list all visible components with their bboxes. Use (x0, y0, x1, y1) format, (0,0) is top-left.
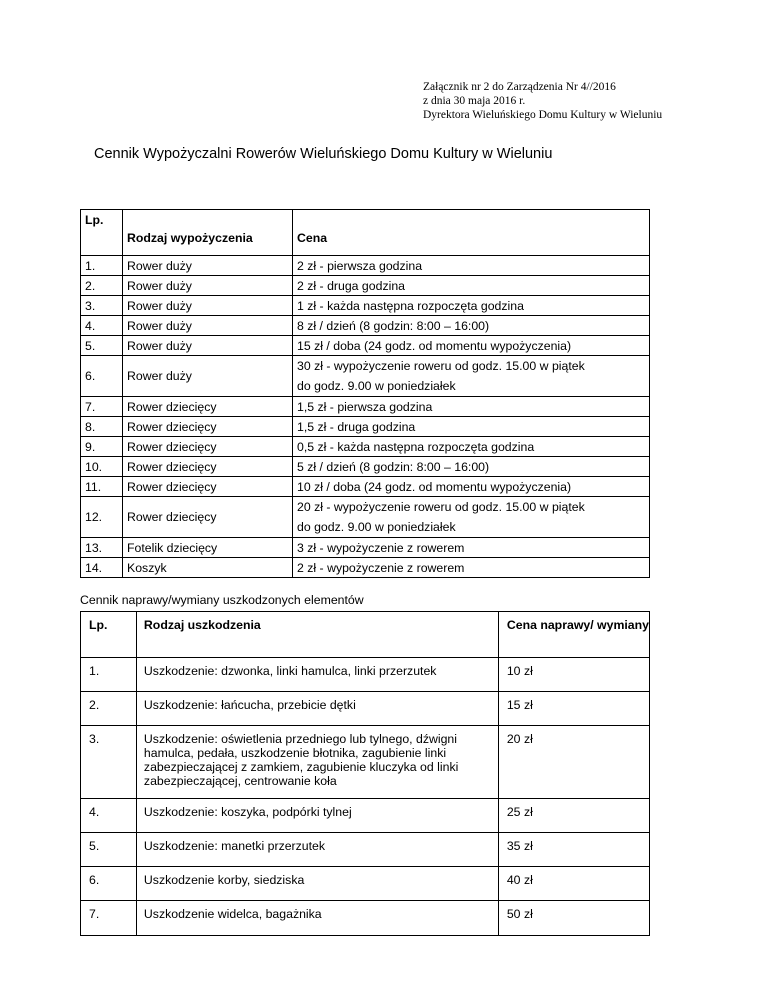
row-type: Rower duży (123, 356, 293, 397)
row-damage: Uszkodzenie: łańcucha, przebicie dętki (136, 692, 498, 726)
header-repair-price: Cena naprawy/ wymiany (498, 612, 649, 658)
row-number: 1. (81, 658, 137, 692)
row-number: 14. (81, 558, 123, 578)
row-price-line1: 20 zł - wypożyczenie roweru od godz. 15.00 w piątek (297, 500, 585, 514)
row-type: Rower dziecięcy (123, 477, 293, 497)
row-type: Rower duży (123, 336, 293, 356)
table-header-row (81, 612, 650, 658)
row-number: 3. (81, 726, 137, 799)
row-price: 1,5 zł - pierwsza godzina (293, 397, 650, 417)
row-price: 10 zł (498, 658, 649, 692)
header-damage-type: Rodzaj uszkodzenia (136, 612, 498, 658)
table-row (81, 336, 650, 356)
row-damage: Uszkodzenie widelca, bagażnika (136, 901, 498, 936)
attachment-note-line2: z dnia 30 maja 2016 r. (423, 95, 526, 107)
row-price (293, 497, 650, 538)
row-price-line1: 30 zł - wypożyczenie roweru od godz. 15.00 w piątek (297, 359, 585, 373)
row-price: 8 zł / dzień (8 godzin: 8:00 – 16:00) (293, 316, 650, 336)
table-row (81, 658, 650, 692)
row-number: 9. (81, 437, 123, 457)
row-number: 7. (81, 397, 123, 417)
repair-section-title: Cennik naprawy/wymiany uszkodzonych elementów (80, 593, 364, 607)
row-number: 5. (81, 833, 137, 867)
attachment-note (423, 80, 662, 122)
row-price: 50 zł (498, 901, 649, 936)
repair-price-table (80, 611, 650, 936)
table-row (81, 457, 650, 477)
row-price: 2 zł - pierwsza godzina (293, 256, 650, 276)
row-number: 4. (81, 799, 137, 833)
row-price: 15 zł / doba (24 godz. od momentu wypożyczenia) (293, 336, 650, 356)
table-row (81, 901, 650, 936)
row-number: 6. (81, 867, 137, 901)
attachment-note-line3: Dyrektora Wieluńskiego Domu Kultury w Wieluniu (423, 109, 663, 121)
table-header-row (81, 210, 650, 256)
row-price: 20 zł (498, 726, 649, 799)
row-damage: Uszkodzenie: koszyka, podpórki tylnej (136, 799, 498, 833)
row-number: 5. (81, 336, 123, 356)
row-price: 2 zł - wypożyczenie z rowerem (293, 558, 650, 578)
row-price (293, 356, 650, 397)
row-number: 6. (81, 356, 123, 397)
row-price-line2: do godz. 9.00 w poniedziałek (297, 379, 456, 393)
row-type: Rower dziecięcy (123, 397, 293, 417)
table-row (81, 867, 650, 901)
row-type: Rower duży (123, 316, 293, 336)
row-price-line2: do godz. 9.00 w poniedziałek (297, 520, 456, 534)
row-number: 12. (81, 497, 123, 538)
row-number: 4. (81, 316, 123, 336)
row-damage: Uszkodzenie: manetki przerzutek (136, 833, 498, 867)
row-number: 13. (81, 538, 123, 558)
document-title: Cennik Wypożyczalni Rowerów Wieluńskiego Domu Kultury w Wieluniu (94, 146, 553, 162)
table-row (81, 316, 650, 336)
row-number: 2. (81, 692, 137, 726)
row-price: 2 zł - druga godzina (293, 276, 650, 296)
header-lp: Lp. (81, 210, 123, 256)
row-damage: Uszkodzenie korby, siedziska (136, 867, 498, 901)
row-number: 3. (81, 296, 123, 316)
row-price: 0,5 zł - każda następna rozpoczęta godzina (293, 437, 650, 457)
header-price: Cena (293, 210, 650, 256)
table-row (81, 417, 650, 437)
row-type: Rower dziecięcy (123, 497, 293, 538)
row-price: 1 zł - każda następna rozpoczęta godzina (293, 296, 650, 316)
row-price: 5 zł / dzień (8 godzin: 8:00 – 16:00) (293, 457, 650, 477)
table-row (81, 256, 650, 276)
table-row (81, 538, 650, 558)
table-row (81, 437, 650, 457)
row-type: Rower dziecięcy (123, 417, 293, 437)
row-number: 8. (81, 417, 123, 437)
table-row (81, 497, 650, 538)
row-type: Rower duży (123, 256, 293, 276)
row-type: Rower duży (123, 296, 293, 316)
row-damage: Uszkodzenie: oświetlenia przedniego lub tylnego, dźwigni hamulca, pedała, uszkodzenie błotnika, zagubienie linki zabezpieczającej z zamkiem, zagubienie kluczyka od linki zabezpieczającej, centrowanie koła (136, 726, 498, 799)
row-price: 25 zł (498, 799, 649, 833)
table-row (81, 799, 650, 833)
rental-price-table (80, 209, 650, 578)
row-type: Fotelik dziecięcy (123, 538, 293, 558)
table-row (81, 276, 650, 296)
row-number: 11. (81, 477, 123, 497)
row-type: Koszyk (123, 558, 293, 578)
table-row (81, 477, 650, 497)
row-damage: Uszkodzenie: dzwonka, linki hamulca, linki przerzutek (136, 658, 498, 692)
row-price: 40 zł (498, 867, 649, 901)
row-price: 35 zł (498, 833, 649, 867)
row-type: Rower duży (123, 276, 293, 296)
row-price: 1,5 zł - druga godzina (293, 417, 650, 437)
table-row (81, 726, 650, 799)
attachment-note-line1: Załącznik nr 2 do Zarządzenia Nr 4//2016 (423, 81, 616, 93)
header-lp: Lp. (81, 612, 137, 658)
row-number: 7. (81, 901, 137, 936)
row-number: 2. (81, 276, 123, 296)
table-row (81, 397, 650, 417)
row-price: 3 zł - wypożyczenie z rowerem (293, 538, 650, 558)
table-row (81, 558, 650, 578)
table-row (81, 692, 650, 726)
table-row (81, 296, 650, 316)
header-rental-type: Rodzaj wypożyczenia (123, 210, 293, 256)
row-price: 15 zł (498, 692, 649, 726)
row-number: 10. (81, 457, 123, 477)
row-price: 10 zł / doba (24 godz. od momentu wypożyczenia) (293, 477, 650, 497)
table-row (81, 833, 650, 867)
row-type: Rower dziecięcy (123, 457, 293, 477)
row-type: Rower dziecięcy (123, 437, 293, 457)
table-row (81, 356, 650, 397)
row-number: 1. (81, 256, 123, 276)
